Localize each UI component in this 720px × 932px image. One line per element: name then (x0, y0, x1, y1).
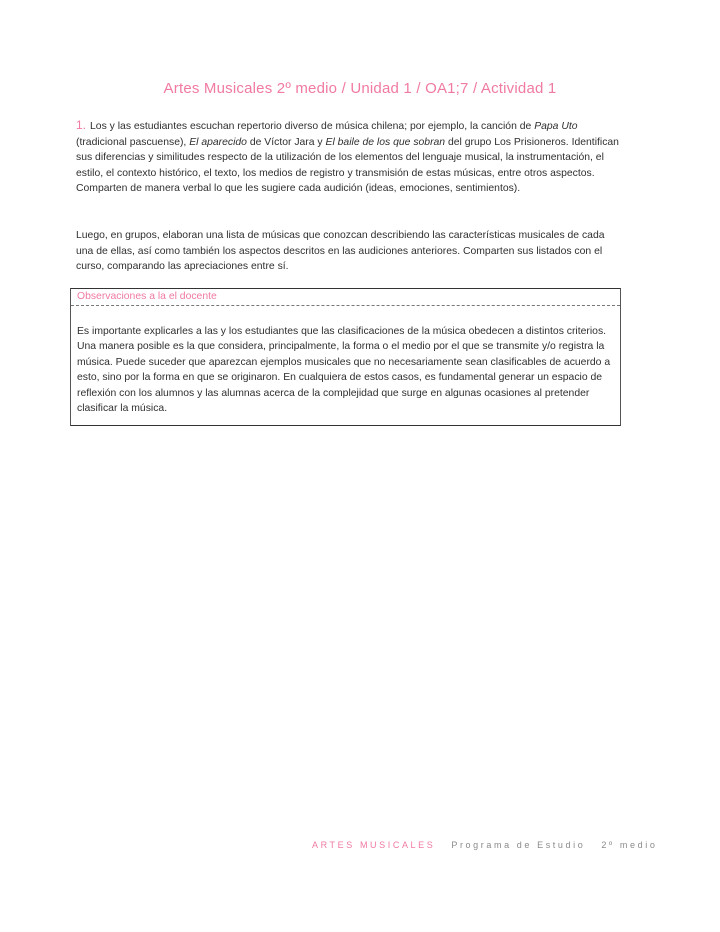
activity-number: 1. (76, 118, 87, 132)
activity-text-4: del grupo Los Prisioneros. Identifican sus diferencias y similitudes respecto de la utilización de los elementos del lenguaje musical, la instrumentación, el estilo, el contexto histórico, el texto, los medios de registro y transmisión de estas músicas, entre otros aspectos. Comparten de manera verbal lo que les sugiere cada audición (ideas, emociones, sentimientos). (76, 136, 619, 195)
page-title: Artes Musicales 2º medio / Unidad 1 / OA1;7 / Actividad 1 (163, 80, 557, 97)
teacher-notes-text: Es importante explicarles a las y los estudiantes que las clasificaciones de la música obedecen a distintos criterios. Una manera posible es la que considera, principalmente, la forma o el medio por el que se transmite y/o registra la música. Puede suceder que aparezcan ejemplos musicales que no necesariamente sean clasificables de acuerdo a esto, sino por la forma en que se originaron. En cualquiera de estos casos, es fundamental generar un espacio de reflexión con los alumnos y las alumnas acerca de la complejidad que surge en algunas ocasiones al pretender clasificar la música. (77, 326, 611, 415)
footer-grade: 2º medio (601, 840, 658, 850)
footer-subject: ARTES MUSICALES (312, 840, 436, 850)
activity-text-3: de Víctor Jara y (246, 136, 326, 148)
page-footer (312, 840, 657, 850)
teacher-notes-box (70, 288, 621, 426)
footer-program: Programa de Estudio (451, 840, 586, 850)
song-title-el-baile: El baile de los que sobran (325, 136, 446, 148)
activity-paragraph (76, 118, 621, 197)
activity-paragraph-2: Luego, en grupos, elaboran una lista de músicas que conozcan describiendo las características musicales de cada una de ellas, así como también los aspectos descritos en las audiciones anteriores. Comparten sus listados con el curso, comparando las apreciaciones entre sí. (76, 230, 605, 273)
teacher-notes-divider (71, 305, 620, 306)
activity-text-1: Los y las estudiantes escuchan repertorio diverso de música chilena; por ejemplo, la canción de (90, 121, 535, 132)
activity-text-2: (tradicional pascuense), (76, 136, 190, 148)
teacher-notes-header: Observaciones a la el docente (77, 291, 217, 302)
song-title-el-aparecido: El aparecido (189, 136, 247, 148)
song-title-papa-uto: Papa Uto (534, 121, 578, 132)
